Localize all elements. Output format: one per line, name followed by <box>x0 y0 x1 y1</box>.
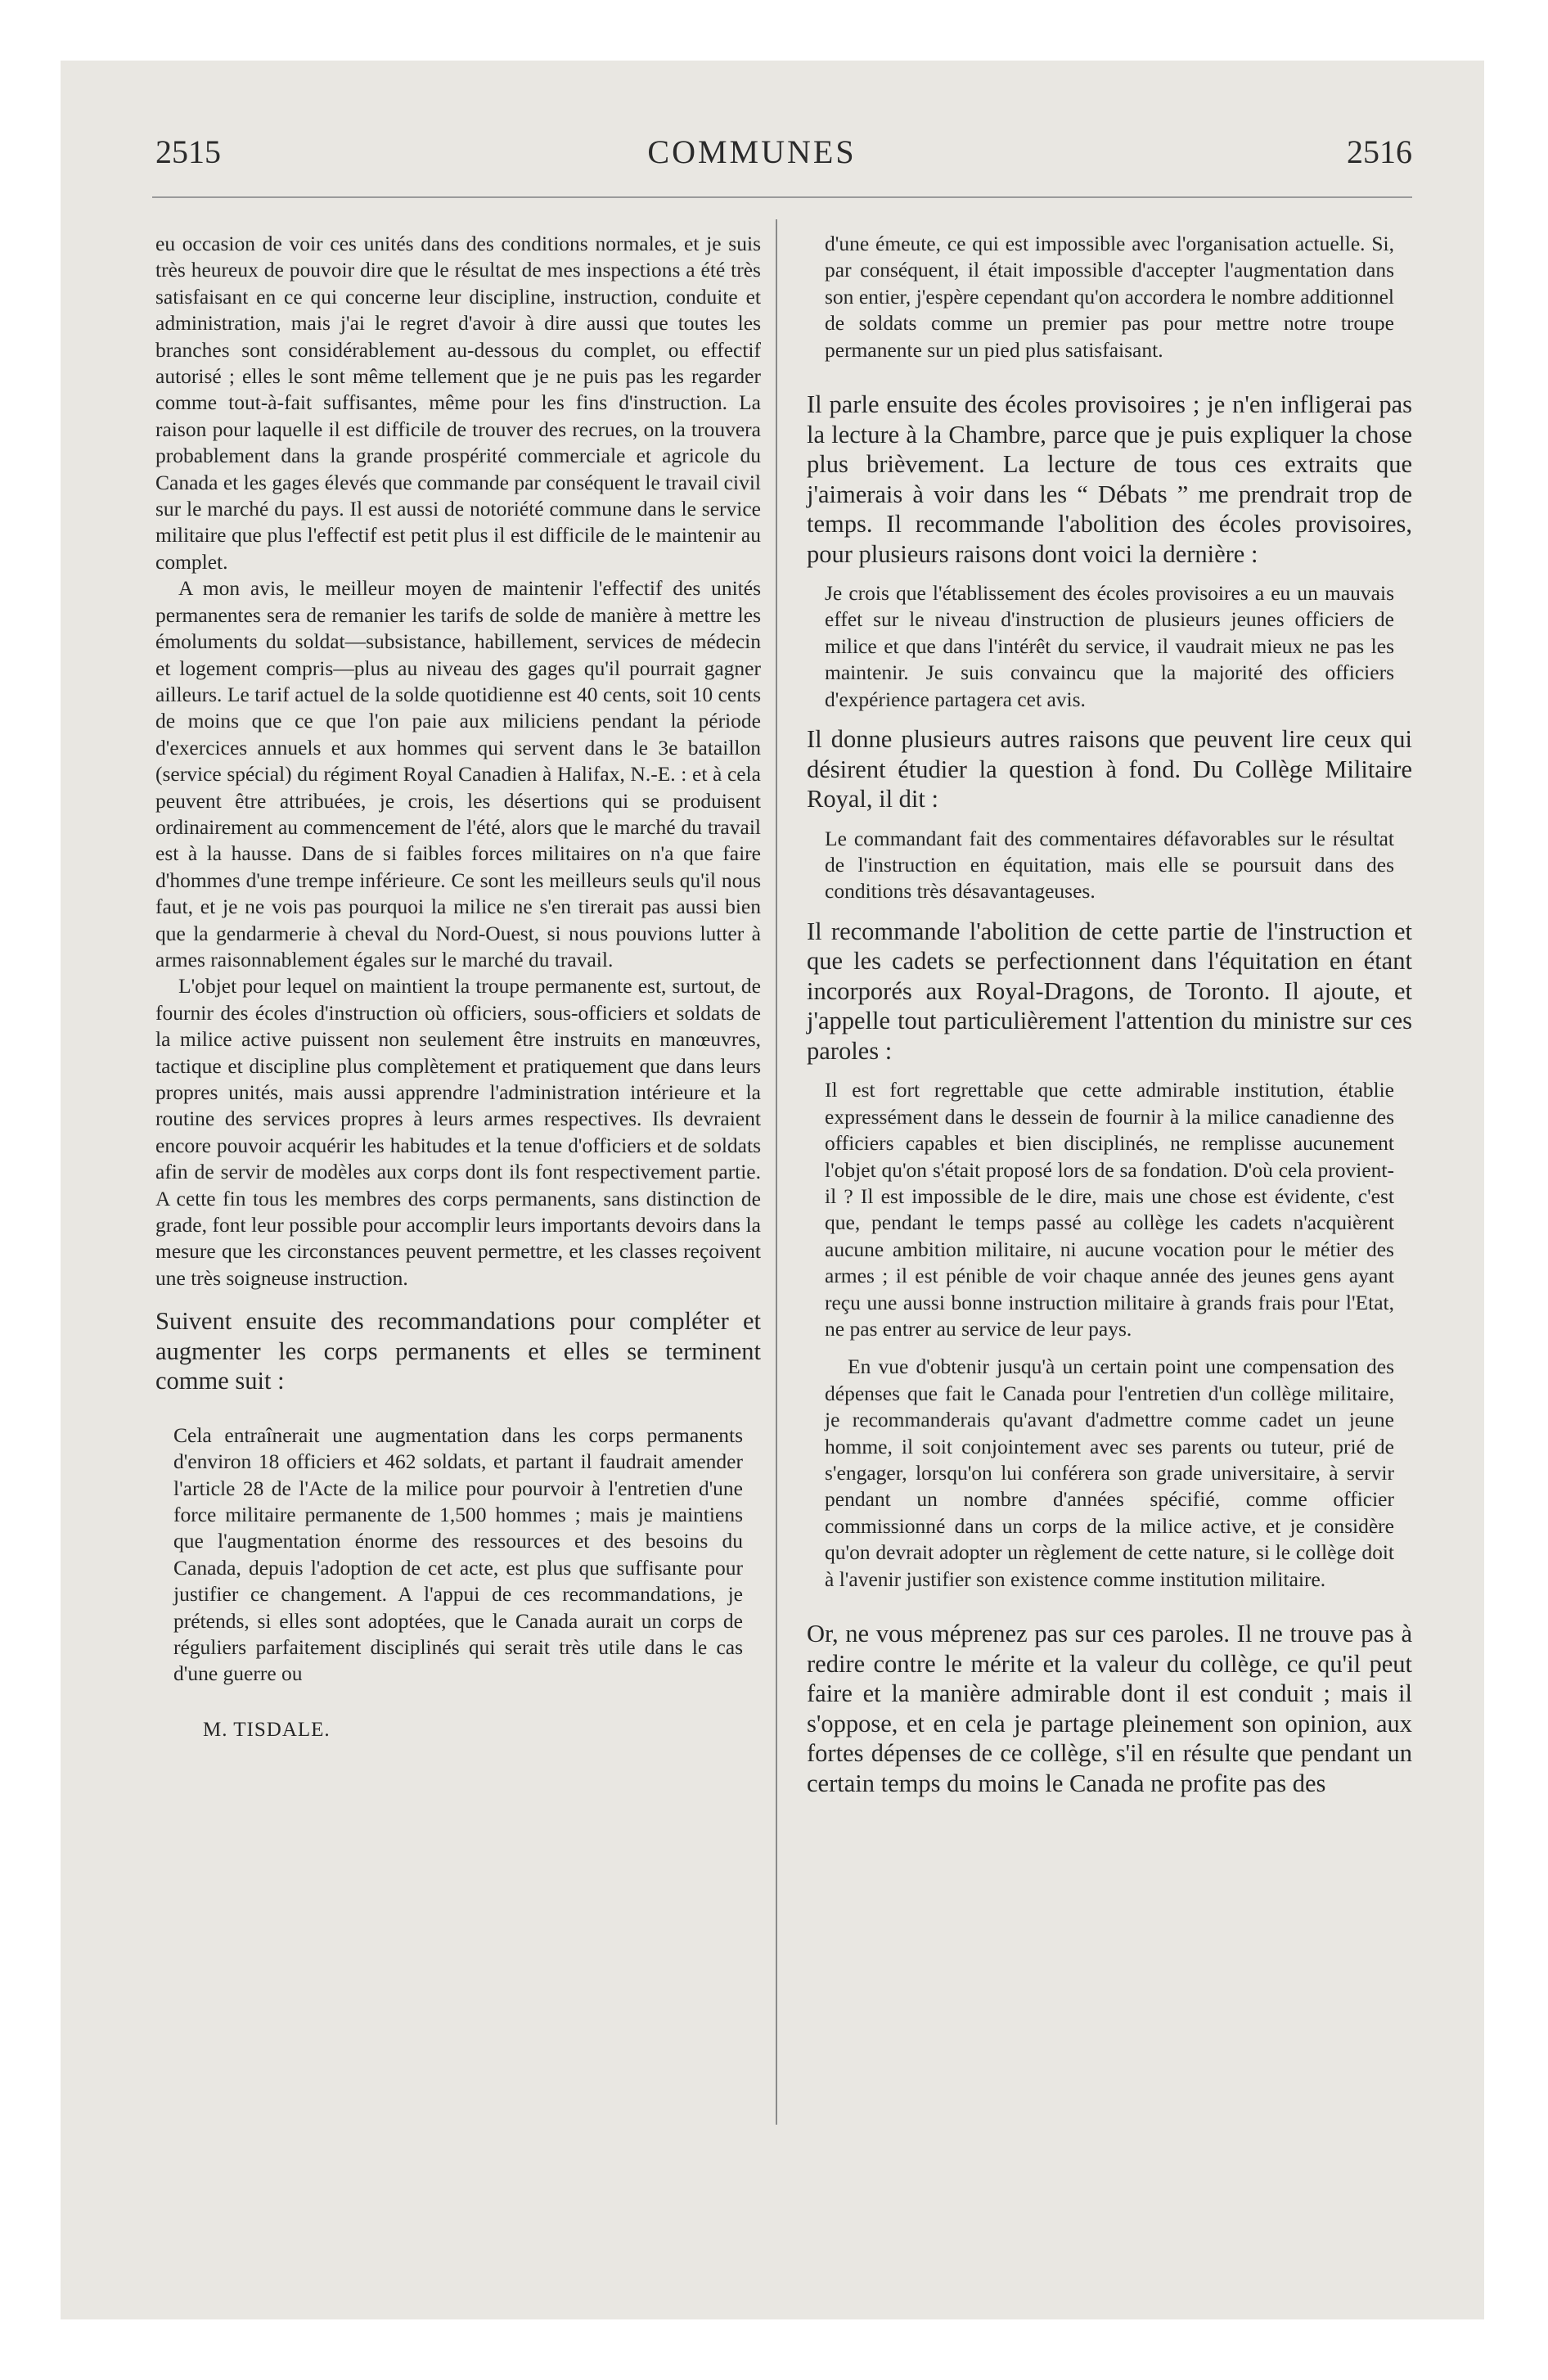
page-number-right: 2516 <box>1347 133 1412 170</box>
header-rule <box>152 196 1412 198</box>
right-column <box>807 231 1412 1798</box>
paragraph: Or, ne vous méprenez pas sur ces paroles. Il ne trouve pas à redire contre le mérite et la valeur du collège, ce qu'il peut faire et la manière admirable dont il est conduit ; mais il s'oppose, et en cela je partage pleinement son opinion, aux fortes dépenses de ce collège, s'il en résulte que pendant un certain temps du moins le Canada ne profite pas des <box>807 1620 1412 1797</box>
page-header <box>92 133 1412 174</box>
quoted-paragraph: Je crois que l'établissement des écoles provisoires a eu un mauvais effet sur le niveau d'instruction de plusieurs jeunes officiers de milice et que dans l'intérêt du service, il vaudrait mieux ne pas les maintenir. Je suis convaincu que la majorité des officiers d'expérience partagera cet avis. <box>825 581 1394 711</box>
paragraph: Il parle ensuite des écoles provisoires ; je n'en infligerai pas la lecture à la Chambre, parce que je puis expliquer la chose plus brièvement. La lecture de tous ces extraits que j'aimerais à voir dans les “ Débats ” me prendrait trop de temps. Il recommande l'abolition des écoles provisoires, pour plusieurs raisons dont voici la dernière : <box>807 390 1412 568</box>
paragraph: A mon avis, le meilleur moyen de maintenir l'effectif des unités permanentes sera de remanier les tarifs de solde de manière à mettre les émoluments du soldat—subsistance, habillement, services de médecin et logement compris—plus au niveau des gages qu'il pourrait gagner ailleurs. Le tarif actuel de la solde quotidienne est 40 cents, soit 10 cents de moins que ce que l'on paie aux miliciens pendant la période d'exercices annuels et aux hommes qui servent dans le 3e bataillon (service spécial) du régiment Royal Canadien à Halifax, N.-E. : et à cela peuvent être attribuées, je crois, les désertions qui se produisent ordinairement au commencement de l'été, alors que le marché du travail est à la hausse. Dans de si faibles forces militaires on n'a que faire d'hommes d'une trempe inférieure. Ce sont les meilleurs seuls qu'il nous faut, et je ne vois pas pourquoi la milice ne s'en tirerait pas aussi bien que la gendarmerie à cheval du Nord-Ouest, si nous pouvions lutter à armes raisonnablement égales sur le marché du travail. <box>155 576 761 971</box>
paragraph: Suivent ensuite des recommandations pour compléter et augmenter les corps permanents et elles se terminent comme suit : <box>155 1307 761 1395</box>
column-divider <box>776 219 777 2125</box>
page-title: COMMUNES <box>647 133 857 170</box>
quoted-paragraph: Il est fort regrettable que cette admirable institution, établie expressément dans le dessein de fournir à la milice canadienne des officiers capables et bien disciplinés, ne remplisse aucunement l'objet qu'on s'était proposé lors de sa fondation. D'où cela provient-il ? Il est impossible de le dire, mais une chose est évidente, c'est que, pendant le temps passé au collège les cadets n'acquièrent aucune ambition militaire, ni aucune vocation pour le métier des armes ; il est pénible de voir chaque année des jeunes gens ayant reçu une aussi bonne instruction militaire à grands frais pour l'Etat, ne pas entrer au service de leur pays. <box>825 1078 1394 1341</box>
paragraph: eu occasion de voir ces unités dans des conditions normales, et je suis très heureux de pouvoir dire que le résultat de mes inspections a été très satisfaisant en ce qui concerne leur discipline, instruction, conduite et administration, mais j'ai le regret d'avoir à dire aussi que toutes les branches sont considérablement au-dessous du complet, ou effectif autorisé ; elles le sont même tellement que je ne puis pas les regarder comme tout-à-fait suffisantes, même pour les fins d'instruction. La raison pour laquelle il est difficile de trouver des recrues, on la trouvera probablement dans la grande prospérité commerciale et agricole du Canada et les gages élevés que commande par conséquent le travail civil sur le marché du pays. Il est aussi de notoriété commune dans le service militaire que plus l'effectif est petit plus il est difficile de le maintenir au complet. <box>155 232 761 574</box>
quoted-paragraph: En vue d'obtenir jusqu'à un certain point une compensation des dépenses que fait le Canada pour l'entretien d'un collège militaire, je recommanderais qu'avant d'admettre comme cadet un jeune homme, il soit conjointement avec ses parents ou tuteur, prié de s'engager, lorsqu'on lui conférera son grade universitaire, à servir pendant un nombre d'années spécifié, comme officier commissionné dans un corps de la milice active, et je considère qu'on devrait adopter un règlement de cette nature, si le collège doit à l'avenir justifier son existence comme institution militaire. <box>825 1355 1394 1591</box>
page-number-left: 2515 <box>155 133 221 170</box>
left-column <box>155 231 761 1742</box>
paragraph: Il donne plusieurs autres raisons que peuvent lire ceux qui désirent étudier la question à fond. Du Collège Militaire Royal, il dit : <box>807 725 1412 814</box>
signature: M. TISDALE. <box>203 1718 331 1741</box>
quoted-paragraph: Le commandant fait des commentaires défavorables sur le résultat de l'instruction en équitation, mais elle se poursuit dans des conditions très désavantageuses. <box>825 826 1394 904</box>
quoted-paragraph: d'une émeute, ce qui est impossible avec l'organisation actuelle. Si, par conséquent, il était impossible d'accepter l'augmentation dans son entier, j'espère cependant qu'on accordera le nombre additionnel de soldats comme un premier pas pour mettre notre troupe permanente sur un pied plus satisfaisant. <box>825 232 1394 362</box>
quoted-paragraph: Cela entraînerait une augmentation dans les corps permanents d'environ 18 officiers et 462 soldats, et partant il faudrait amender l'article 28 de l'Acte de la milice pour pourvoir à l'entretien d'une force militaire permanente de 1,500 hommes ; mais je maintiens que l'augmentation énorme des ressources et des besoins du Canada, depuis l'adoption de cet acte, est plus que suffisante pour justifier ce changement. A l'appui de ces recommandations, je prétends, si elles sont adoptées, que le Canada aurait un corps de réguliers parfaitement disciplinés qui serait très utile dans le cas d'une guerre ou <box>173 1422 743 1686</box>
paragraph: Il recommande l'abolition de cette partie de l'instruction et que les cadets se perfectionnent dans l'équitation en étant incorporés aux Royal-Dragons, de Toronto. Il ajoute, et j'appelle tout particulièrement l'attention du ministre sur ces paroles : <box>807 917 1412 1065</box>
paragraph: L'objet pour lequel on maintient la troupe permanente est, surtout, de fournir des écoles d'instruction où officiers, sous-officiers et soldats de la milice active puissent non seulement être instruits en manœuvres, tactique et discipline plus complètement et pratiquement que dans leurs propres unités, mais aussi apprendre l'administration intérieure et la routine des services propres à leurs armes respectives. Ils devraient encore pouvoir acquérir les habitudes et la tenue d'officiers et de soldats afin de servir de modèles aux corps dont ils font respectivement partie. A cette fin tous les membres des corps permanents, sans distinction de grade, font leur possible pour accomplir leurs importants devoirs dans la mesure que les circonstances peuvent permettre, et les classes reçoivent une très soigneuse instruction. <box>155 974 761 1290</box>
